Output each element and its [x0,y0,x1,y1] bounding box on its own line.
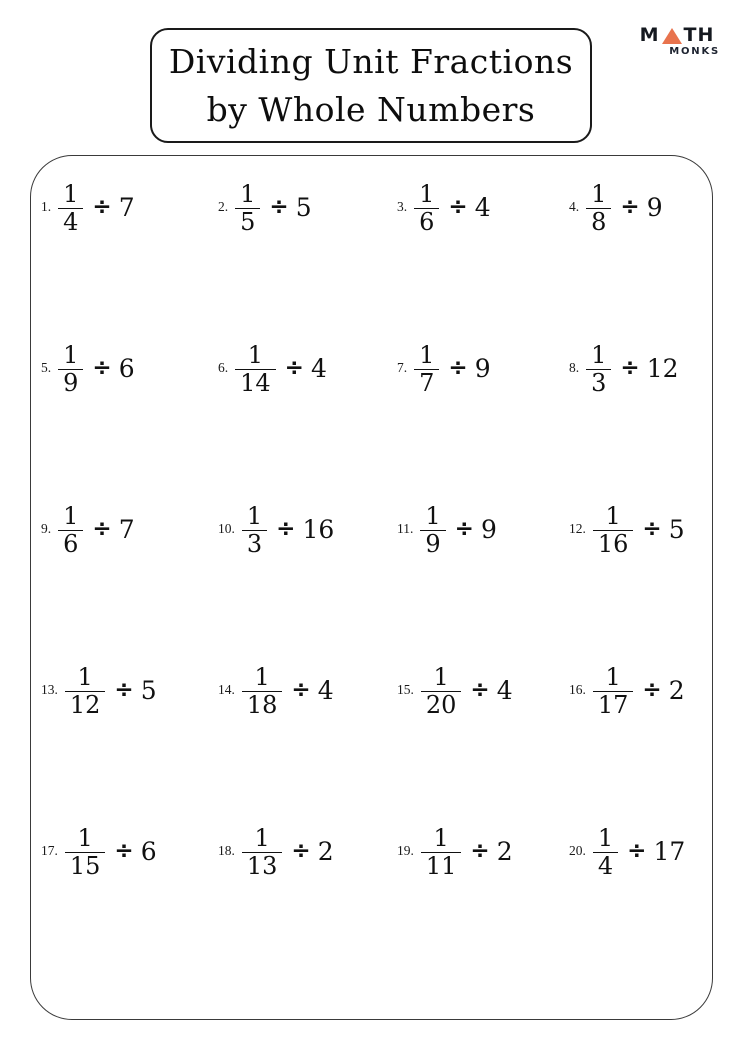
problem-item [41,659,218,723]
problem-number: 12. [569,521,586,536]
problems-grid [31,156,712,981]
unit-fraction [235,181,260,236]
fraction-denominator: 5 [235,208,260,236]
divisor-number: 9 [646,192,663,222]
fraction-numerator: 1 [433,662,449,691]
unit-fraction [593,664,634,719]
problem-item [569,659,694,723]
fraction-numerator: 1 [77,662,93,691]
logo-letter-m: M [639,24,660,46]
fraction-denominator: 3 [586,369,611,397]
unit-fraction [414,181,439,236]
math-monks-logo [634,26,720,57]
divide-operator-icon: ÷ [620,355,640,381]
problem-number: 5. [41,360,52,375]
unit-fraction [586,181,611,236]
problem-number: 8. [569,360,580,375]
page-title-line1: Dividing Unit Fractions [168,41,574,81]
divide-operator-icon: ÷ [642,516,662,542]
problem-item [397,820,569,884]
problem-number: 7. [397,360,408,375]
problem-number: 6. [218,360,229,375]
fraction-numerator: 1 [246,501,263,530]
fraction-numerator: 1 [591,179,607,208]
divide-operator-icon: ÷ [92,516,112,542]
divisor-number: 5 [668,514,685,544]
divide-operator-icon: ÷ [448,194,468,220]
problem-number: 3. [397,199,408,214]
fraction-numerator: 1 [247,340,264,369]
divisor-number: 16 [302,514,335,544]
divisor-number: 12 [646,353,679,383]
problem-number: 20. [569,843,586,858]
unit-fraction [242,664,283,719]
divisor-number: 9 [480,514,497,544]
fraction-numerator: 1 [63,501,79,530]
problem-item [397,498,569,562]
fraction-numerator: 1 [605,662,621,691]
divide-operator-icon: ÷ [642,677,662,703]
divisor-number: 4 [310,353,327,383]
divide-operator-icon: ÷ [114,677,134,703]
title-box [150,28,592,143]
divide-operator-icon: ÷ [291,677,311,703]
fraction-denominator: 6 [58,530,83,558]
problem-item [397,659,569,723]
fraction-denominator: 16 [593,530,634,558]
fraction-denominator: 4 [58,208,83,236]
divisor-number: 9 [474,353,491,383]
fraction-numerator: 1 [254,662,270,691]
problem-item [218,820,397,884]
divisor-number: 4 [317,675,334,705]
divisor-number: 5 [295,192,312,222]
fraction-denominator: 13 [242,852,283,880]
fraction-numerator: 1 [419,179,435,208]
divisor-number: 2 [496,836,513,866]
fraction-numerator: 1 [433,823,449,852]
unit-fraction [414,342,439,397]
unit-fraction [420,503,445,558]
problem-item [569,337,694,401]
fraction-denominator: 12 [65,691,106,719]
page-title-line2: by Whole Numbers [206,89,536,129]
divisor-number: 4 [496,675,513,705]
divide-operator-icon: ÷ [92,194,112,220]
worksheet-header [0,0,742,155]
problem-item [218,659,397,723]
divide-operator-icon: ÷ [269,194,289,220]
divide-operator-icon: ÷ [454,516,474,542]
problem-item [569,498,694,562]
fraction-denominator: 7 [414,369,439,397]
fraction-denominator: 8 [586,208,611,236]
divide-operator-icon: ÷ [291,838,311,864]
unit-fraction [593,825,618,880]
fraction-denominator: 9 [58,369,83,397]
logo-subtext: MONKS [669,46,720,57]
unit-fraction [65,825,106,880]
logo-letters-th: TH [683,24,715,46]
fraction-numerator: 1 [254,823,270,852]
problem-number: 19. [397,843,414,858]
fraction-denominator: 11 [421,852,462,880]
fraction-denominator: 4 [593,852,618,880]
problem-number: 15. [397,682,414,697]
divide-operator-icon: ÷ [114,838,134,864]
problem-number: 4. [569,199,580,214]
problem-item [569,176,694,240]
fraction-denominator: 9 [420,530,445,558]
fraction-denominator: 3 [242,530,267,558]
problem-number: 9. [41,521,52,536]
unit-fraction [421,664,462,719]
fraction-denominator: 6 [414,208,439,236]
problem-item [569,820,694,884]
problem-item [218,176,397,240]
divide-operator-icon: ÷ [627,838,647,864]
divide-operator-icon: ÷ [284,355,304,381]
fraction-denominator: 20 [421,691,462,719]
divide-operator-icon: ÷ [448,355,468,381]
fraction-numerator: 1 [63,340,79,369]
fraction-denominator: 15 [65,852,106,880]
problem-item [41,498,218,562]
divide-operator-icon: ÷ [470,838,490,864]
problem-item [218,498,397,562]
divide-operator-icon: ÷ [276,516,296,542]
problem-item [218,337,397,401]
problem-number: 17. [41,843,58,858]
divisor-number: 2 [668,675,685,705]
divisor-number: 7 [118,192,135,222]
problem-number: 13. [41,682,58,697]
problem-item [397,337,569,401]
logo-wordmark [634,26,720,45]
problem-item [397,176,569,240]
fraction-numerator: 1 [240,179,256,208]
unit-fraction [586,342,611,397]
problem-number: 16. [569,682,586,697]
triangle-a-icon [662,28,682,44]
divisor-number: 17 [653,836,686,866]
fraction-numerator: 1 [591,340,607,369]
fraction-numerator: 1 [419,340,435,369]
divide-operator-icon: ÷ [92,355,112,381]
unit-fraction [593,503,634,558]
fraction-denominator: 17 [593,691,634,719]
fraction-denominator: 14 [235,369,276,397]
divisor-number: 2 [317,836,334,866]
problem-number: 1. [41,199,52,214]
problem-item [41,337,218,401]
unit-fraction [58,342,83,397]
problem-number: 11. [397,521,414,536]
divisor-number: 6 [140,836,157,866]
fraction-numerator: 1 [77,823,93,852]
problem-number: 14. [218,682,235,697]
unit-fraction [421,825,462,880]
problem-number: 2. [218,199,229,214]
divide-operator-icon: ÷ [620,194,640,220]
problem-item [41,176,218,240]
fraction-numerator: 1 [605,501,621,530]
divisor-number: 4 [474,192,491,222]
problem-number: 18. [218,843,235,858]
divide-operator-icon: ÷ [470,677,490,703]
unit-fraction [235,342,276,397]
unit-fraction [58,503,83,558]
unit-fraction [58,181,83,236]
worksheet-body [30,155,713,1020]
fraction-numerator: 1 [597,823,614,852]
problem-number: 10. [218,521,235,536]
problem-item [41,820,218,884]
unit-fraction [65,664,106,719]
unit-fraction [242,503,267,558]
divisor-number: 5 [140,675,157,705]
fraction-numerator: 1 [425,501,441,530]
fraction-denominator: 18 [242,691,283,719]
unit-fraction [242,825,283,880]
divisor-number: 6 [118,353,135,383]
divisor-number: 7 [118,514,135,544]
fraction-numerator: 1 [63,179,79,208]
